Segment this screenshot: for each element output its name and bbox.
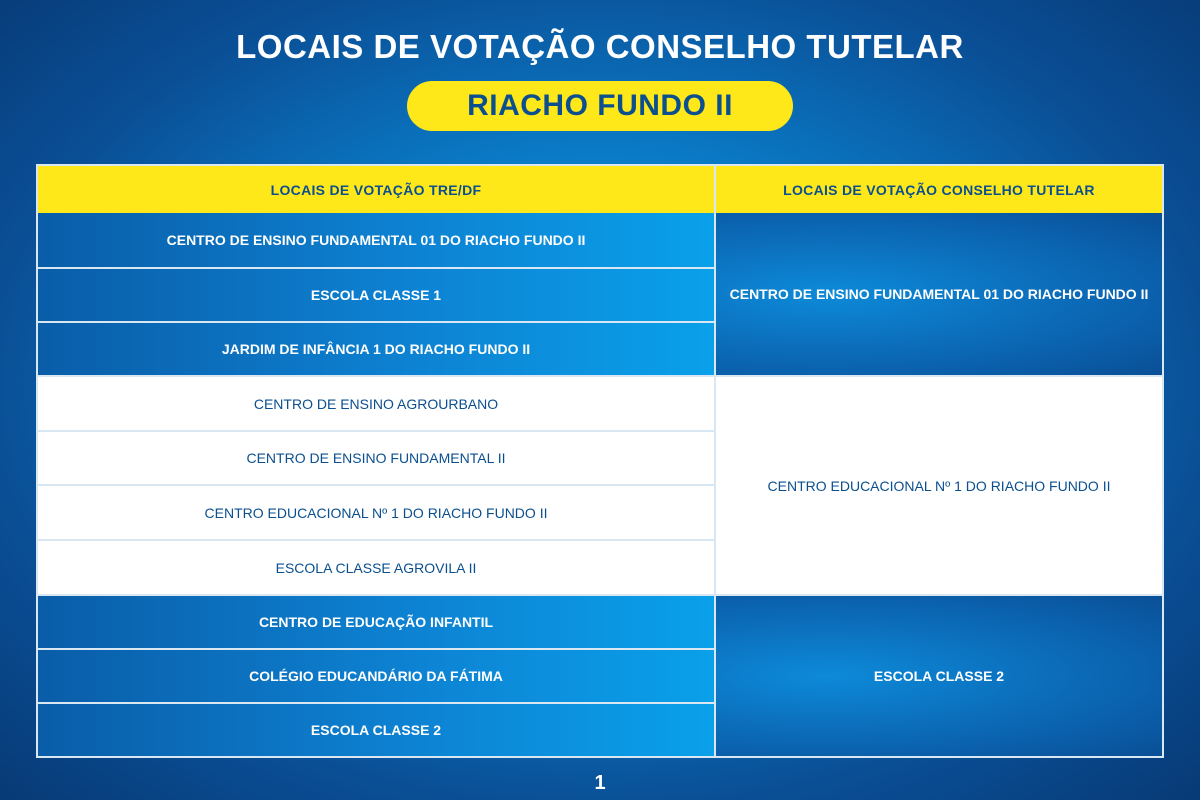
table-cell-tre: CENTRO DE ENSINO FUNDAMENTAL 01 DO RIACHO FUNDO II [38,213,714,267]
column-divider [714,166,716,756]
table-cell-tre: CENTRO DE ENSINO AGROURBANO [38,377,714,430]
group-divider [38,594,1162,596]
row-divider [38,484,714,486]
table-cell-conselho: CENTRO EDUCACIONAL Nº 1 DO RIACHO FUNDO II [716,377,1162,594]
table-cell-conselho: ESCOLA CLASSE 2 [716,596,1162,756]
table-cell-conselho: CENTRO DE ENSINO FUNDAMENTAL 01 DO RIACHO FUNDO II [716,213,1162,375]
page-number: 1 [594,772,606,794]
page-title: LOCAIS DE VOTAÇÃO CONSELHO TUTELAR [236,28,964,65]
region-badge [407,81,793,131]
table-cell-tre: CENTRO DE ENSINO FUNDAMENTAL II [38,432,714,484]
table-cell-tre: ESCOLA CLASSE AGROVILA II [38,541,714,594]
table-cell-tre: ESCOLA CLASSE 2 [38,704,714,756]
group-divider [38,375,1162,377]
row-divider [38,430,714,432]
region-label: RIACHO FUNDO II [467,89,733,122]
row-divider [38,321,714,323]
row-divider [38,539,714,541]
column-header-tre: LOCAIS DE VOTAÇÃO TRE/DF [38,166,714,213]
table-cell-tre: JARDIM DE INFÂNCIA 1 DO RIACHO FUNDO II [38,323,714,375]
column-header-conselho: LOCAIS DE VOTAÇÃO CONSELHO TUTELAR [716,166,1162,213]
table-cell-tre: ESCOLA CLASSE 1 [38,269,714,321]
row-divider [38,267,714,269]
table-cell-tre: CENTRO DE EDUCAÇÃO INFANTIL [38,596,714,648]
table-cell-tre: CENTRO EDUCACIONAL Nº 1 DO RIACHO FUNDO II [38,486,714,539]
voting-locations-table [36,164,1164,758]
row-divider [38,702,714,704]
table-cell-tre: COLÉGIO EDUCANDÁRIO DA FÁTIMA [38,650,714,702]
row-divider [38,648,714,650]
